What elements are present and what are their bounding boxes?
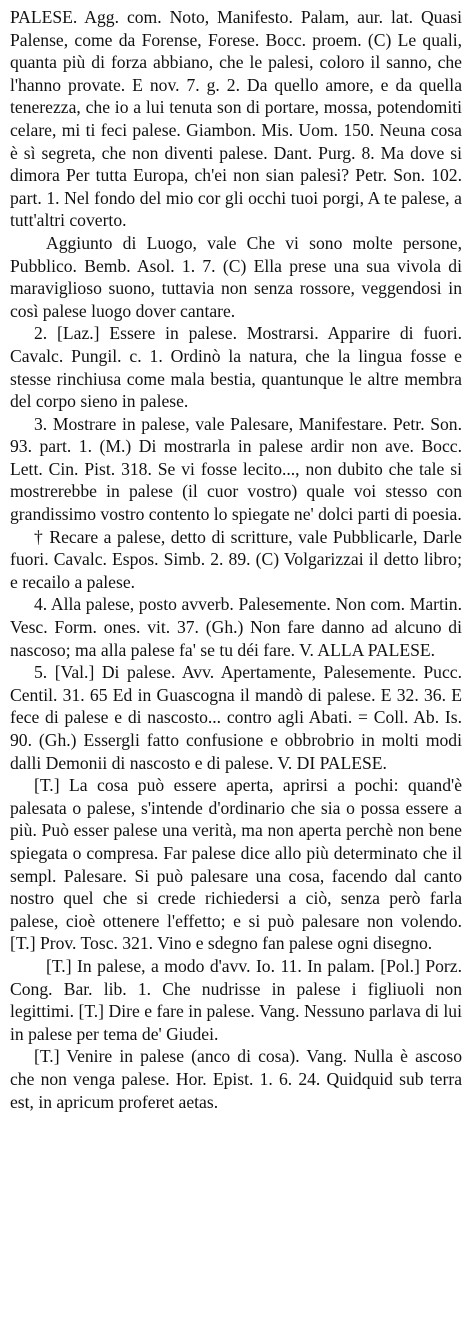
entry-paragraph-aggiunto: Aggiunto di Luogo, vale Che vi sono molte persone, Pubblico. Bemb. Asol. 1. 7. (C) Ella prese una sua vivola di maraviglioso suono, tuttavia non senza rossore, veggendosi in così palese luogo dover cantare.	[10, 232, 462, 321]
entry-paragraph-sense-3: 3. Mostrare in palese, vale Palesare, Manifestare. Petr. Son. 93. part. 1. (M.) Di mostrarla in palese ardir non ave. Bocc. Lett. Cin. Pist. 318. Se vi fosse lecito..., non dubito che tale si mostrerebbe in palese (il cuor vostro) quale voi stesso con grandissimo vostro contento lo spiegate ne' dolci parti di poesia.	[10, 413, 462, 525]
entry-paragraph-sense-2: 2. [Laz.] Essere in palese. Mostrarsi. Apparire di fuori. Cavalc. Pungil. c. 1. Ordinò la natura, che la lingua fosse e stesse rinchiusa come mala bestia, quantunque le altre membra del corpo sieno in palese.	[10, 323, 462, 412]
entry-paragraph-in-palese: [T.] In palese, a modo d'avv. Io. 11. In palam. [Pol.] Porz. Cong. Bar. lib. 1. Che nudrisse in palese i figliuoli non legittimi. [T.] Dire e fare in palese. Vang. Nessuno parlava di lui in palese per tema de' Giudei.	[10, 955, 462, 1044]
entry-paragraph-venire: [T.] Venire in palese (anco di cosa). Vang. Nulla è ascoso che non venga palese. Hor. Epist. 1. 6. 24. Quidquid sub terra est, in apricum proferet aetas.	[10, 1046, 462, 1112]
entry-paragraph-sense-4: 4. Alla palese, posto avverb. Palesemente. Non com. Martin. Vesc. Form. ones. vit. 37. (Gh.) Non fare danno ad alcuno di nascoso; ma alla palese fa' se tu déi fare. V. ALLA PALESE.	[10, 594, 462, 660]
entry-paragraph-recare: † Recare a palese, detto di scritture, vale Pubblicarle, Darle fuori. Cavalc. Espos. Simb. 2. 89. (C) Volgarizzai il detto libro; e recailo a palese.	[10, 526, 462, 592]
entry-paragraph-main: PALESE. Agg. com. Noto, Manifesto. Palam, aur. lat. Quasi Palense, come da Forense, Forese. Bocc. proem. (C) Le quali, quanta più di forza abbiano, che le palesi, coloro il sanno, che l'hanno provate. E nov. 7. g. 2. Da quello amore, e da quella tenerezza, che io a lui tenuta son di portare, mossa, potendomiti celare, mi ti feci palese. Giambon. Mis. Uom. 150. Neuna cosa è sì segreta, che non diventi palese. Dant. Purg. 8. Ma dove si dimora Per tutta Europa, ch'ei non sian palesi? Petr. Son. 102. part. 1. Nel fondo del mio cor gli occhi tuoi porgi, A te palese, a tutt'altri coverto.	[10, 7, 462, 231]
entry-paragraph-sense-5: 5. [Val.] Di palese. Avv. Apertamente, Palesemente. Pucc. Centil. 31. 65 Ed in Guascogna il mandò di palese. E 32. 36. E fece di palese e di nascosto... contro agli Abati. = Coll. Ab. Is. 90. (Gh.) Essergli fatto confusione e obbrobrio in molti modi dalli Demonii di nascosto e di palese. V. DI PALESE.	[10, 662, 462, 773]
entry-paragraph-tommaseo-note: [T.] La cosa può essere aperta, aprirsi a pochi: quand'è palesata o palese, s'intende d'ordinario che sia o possa essere a più. Può esser palese una verità, ma non aperta perchè non bene spiegata o compresa. Far palese dice allo più determinato che il sempl. Palesare. Si può palesare una cosa, facendo dal canto nostro quel che si crede richiedersi a ciò, senza però farla palese, cioè ottenere l'effetto; e si può palesare non volendo. [T.] Prov. Tosc. 321. Vino e sdegno fan palese ogni disegno.	[10, 775, 462, 954]
